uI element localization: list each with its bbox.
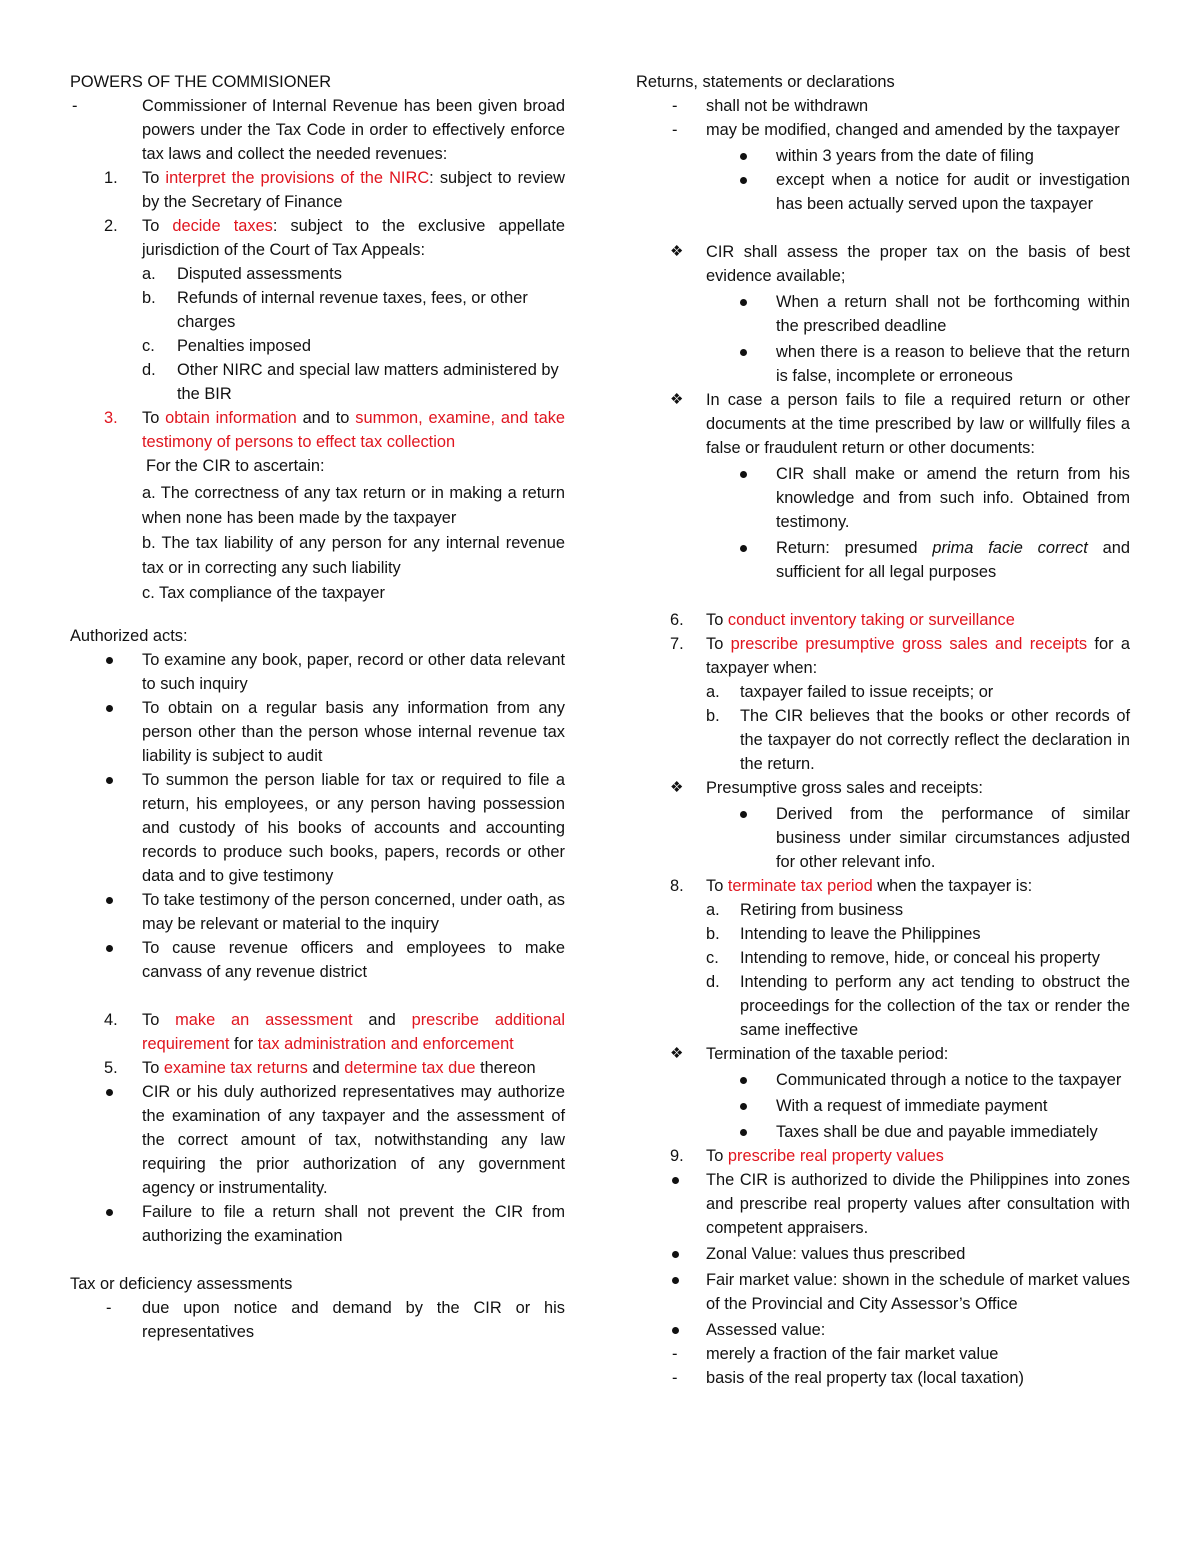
numbered-item-8: 8. To terminate tax period when the taxpayer is: [670, 877, 1033, 895]
section-title: Returns, statements or declarations [636, 73, 895, 91]
bullet-item: within 3 years from the date of filing [636, 144, 1130, 168]
lettered-item: a. Disputed assessments [142, 265, 342, 283]
dash-item: - shall not be withdrawn [672, 97, 869, 115]
diamond-item: ❖ Presumptive gross sales and receipts: [636, 776, 1130, 800]
numbered-item-2: 2. To decide taxes: subject to the exclusive appellate jurisdiction of the Court of Tax Appeals: [104, 217, 565, 259]
right-column [636, 70, 1130, 1390]
bullet-item: except when a notice for audit or investigation has been actually served upon the taxpayer [636, 168, 1130, 216]
bullet-item: To examine any book, paper, record or other data relevant to such inquiry [70, 648, 565, 696]
lettered-item: b. Intending to leave the Philippines [706, 925, 981, 943]
lettered-item: a. Retiring from business [706, 901, 904, 919]
numbered-item-4: 4. To make an assessment and prescribe additional requirement for tax administration and enforcement [104, 1011, 565, 1053]
bullet-item: Fair market value: shown in the schedule of market values of the Provincial and City Assessor’s Office [636, 1268, 1130, 1316]
diamond-item: ❖ In case a person fails to file a required return or other documents at the time prescribed by law or willfully files a false or fraudulent return or other documents: [636, 388, 1130, 460]
section-title: Tax or deficiency assessments [70, 1275, 293, 1293]
dash-item: - Commissioner of Internal Revenue has been given broad powers under the Tax Code in order to effectively enforce tax laws and collect the needed revenues: [72, 97, 565, 163]
bullet-item: Return: presumed prima facie correct and sufficient for all legal purposes [636, 536, 1130, 584]
dash-item: - may be modified, changed and amended by the taxpayer [672, 121, 1120, 139]
section-title: POWERS OF THE COMMISIONER [70, 73, 332, 91]
numbered-item-9: 9. To prescribe real property values [670, 1147, 944, 1165]
diamond-bullet-icon: ❖ [670, 779, 684, 796]
diamond-bullet-icon: ❖ [670, 243, 684, 260]
lettered-item: d. Other NIRC and special law matters administered by the BIR [142, 361, 559, 403]
bullet-item: To take testimony of the person concerned, under oath, as may be relevant or material to the inquiry [70, 888, 565, 936]
lettered-item: b. The CIR believes that the books or other records of the taxpayer do not correctly reflect the declaration in the return. [706, 707, 1130, 773]
diamond-bullet-icon: ❖ [670, 391, 684, 408]
bullet-item: When a return shall not be forthcoming within the prescribed deadline [636, 290, 1130, 338]
lettered-item: a. taxpayer failed to issue receipts; or [706, 683, 994, 701]
dash-item: - due upon notice and demand by the CIR or his representatives [106, 1299, 565, 1341]
diamond-item: ❖ Termination of the taxable period: [636, 1042, 1130, 1066]
numbered-item-6: 6. To conduct inventory taking or surveillance [670, 611, 1015, 629]
dash-item: - basis of the real property tax (local taxation) [672, 1369, 1024, 1387]
bullet-item: Taxes shall be due and payable immediately [636, 1120, 1130, 1144]
paragraph: b. The tax liability of any person for any internal revenue tax or in correcting any such liability [142, 534, 565, 577]
diamond-bullet-icon: ❖ [670, 1045, 684, 1062]
lettered-item: b. Refunds of internal revenue taxes, fees, or other charges [142, 289, 528, 331]
bullet-item: With a request of immediate payment [636, 1094, 1130, 1118]
left-column [70, 70, 565, 1344]
bullet-item: CIR or his duly authorized representatives may authorize the examination of any taxpayer and the assessment of the correct amount of tax, notwithstanding any law requiring the prior authorization of any government agency or instrumentality. [70, 1080, 565, 1200]
lettered-item: c. Penalties imposed [142, 337, 311, 355]
section-title: Authorized acts: [70, 627, 188, 645]
dash-item: - merely a fraction of the fair market value [672, 1345, 999, 1363]
bullet-item: To obtain on a regular basis any information from any person other than the person whose internal revenue tax liability is subject to audit [70, 696, 565, 768]
bullet-item: Derived from the performance of similar business under similar circumstances adjusted for other relevant info. [636, 802, 1130, 874]
bullet-item: Failure to file a return shall not prevent the CIR from authorizing the examination [70, 1200, 565, 1248]
numbered-item-5: 5. To examine tax returns and determine tax due thereon [104, 1059, 536, 1077]
bullet-item: Zonal Value: values thus prescribed [636, 1242, 1130, 1266]
numbered-item-1: 1. To interpret the provisions of the NIRC: subject to review by the Secretary of Finance [104, 169, 565, 211]
bullet-item: when there is a reason to believe that the return is false, incomplete or erroneous [636, 340, 1130, 388]
bullet-item: To cause revenue officers and employees to make canvass of any revenue district [70, 936, 565, 984]
numbered-item-7: 7. To prescribe presumptive gross sales and receipts for a taxpayer when: [670, 635, 1130, 677]
lettered-item: d. Intending to perform any act tending to obstruct the proceedings for the collection of the tax or render the same ineffective [706, 973, 1130, 1039]
bullet-item: Communicated through a notice to the taxpayer [636, 1068, 1130, 1092]
bullet-item: To summon the person liable for tax or required to file a return, his employees, or any person having possession and custody of his books of accounts and accounting records to produce such books, papers, records or other data and to give testimony [70, 768, 565, 888]
numbered-item-3: 3. To obtain information and to summon, examine, and take testimony of persons to effect tax collection [104, 409, 566, 451]
lettered-item: c. Intending to remove, hide, or conceal his property [706, 949, 1100, 967]
diamond-item: ❖ CIR shall assess the proper tax on the basis of best evidence available; [636, 240, 1130, 288]
bullet-item: Assessed value: [636, 1318, 1130, 1342]
bullet-item: The CIR is authorized to divide the Philippines into zones and prescribe real property values after consultation with competent appraisers. [636, 1168, 1130, 1240]
sub-heading: For the CIR to ascertain: [146, 457, 325, 475]
paragraph: a. The correctness of any tax return or in making a return when none has been made by the taxpayer [142, 484, 565, 527]
bullet-item: CIR shall make or amend the return from his knowledge and from such info. Obtained from testimony. [636, 462, 1130, 534]
paragraph: c. Tax compliance of the taxpayer [142, 584, 385, 602]
